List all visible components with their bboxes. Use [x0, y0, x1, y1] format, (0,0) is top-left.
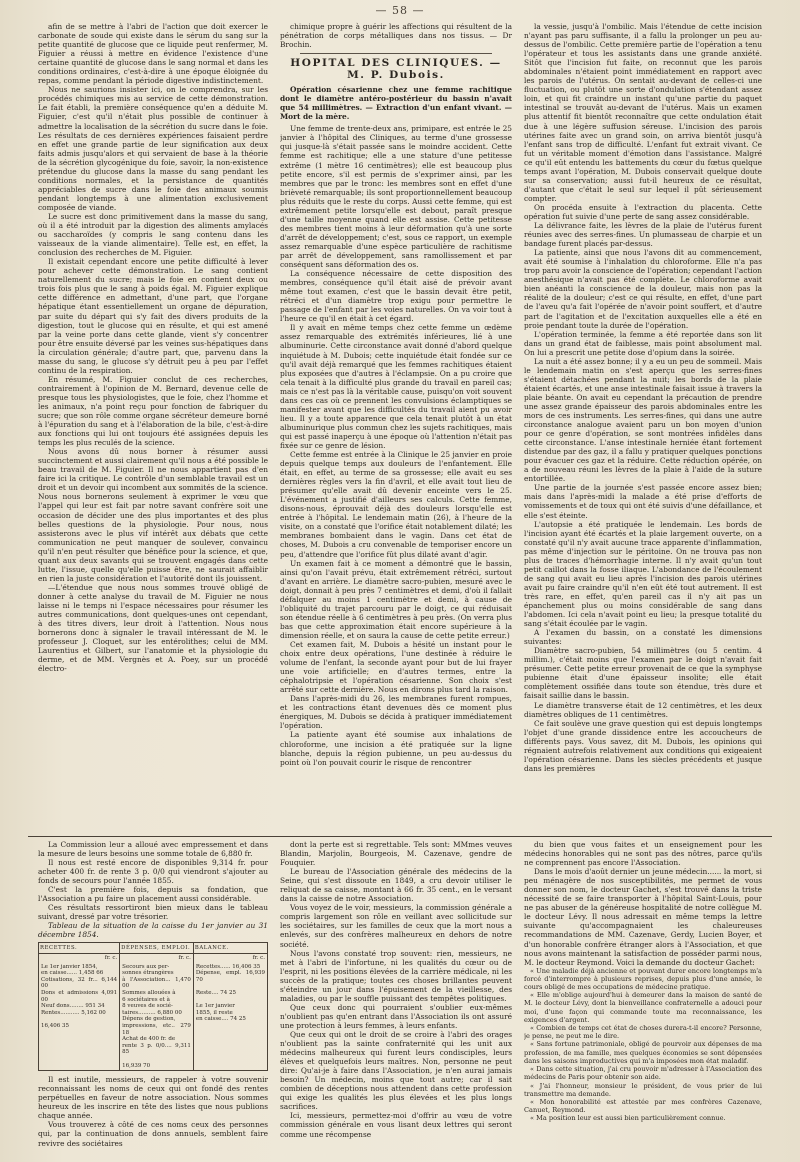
table-caption: Tableau de la situation de la caisse du 1er janvier au 31 décembre 1854.	[38, 921, 268, 940]
paragraph: Il est inutile, messieurs, de rappeler à votre souvenir reconnaissant les noms de ceux qui ont fondé des rentes perpétuelles en faveur de notre association. Nous sommes heureux de les inscrire en tête des listes que nous publions chaque année.	[38, 1075, 268, 1121]
section-subtitle: Opération césarienne chez une femme rachitique dont le diamètre antéro-postérieur du bassin n'avait que 54 millimètres. — Extraction d'un enfant vivant. — Mort de la mère.	[280, 85, 512, 122]
paragraph: Vous voyez de le voir, messieurs, la commission générale a compris largement son rôle en veillant avec sollicitude sur les sociétaires, sur les familles de ceux que la mort nous a enlevés, sur des confrères malheureux en dehors de notre société.	[280, 903, 512, 949]
paragraph: L'opération terminée, la femme a été reportée dans son lit dans un grand état de faiblesse, mais point absolument mal. On lui a prescrit une petite dose d'opium dans la soirée.	[524, 329, 762, 357]
paragraph: dont la perte est si regrettable. Tels sont: MMmes veuves Blandin, Marjolin, Bourgeois, M. Cazenave, gendre de Fouquier.	[280, 840, 512, 868]
intro-paragraph: chimique propre à guérir les affections qui résultent de la pénétration de corps métalliques dans nos tissus. — Dr Brochin.	[280, 22, 512, 50]
paragraph: Que ceux donc qui pourraient s'oublier eux-mêmes n'oublient pas qu'en entrant dans l'Association ils ont assuré une protection à leurs femmes, à leurs enfants.	[280, 1002, 512, 1030]
unit-receipts: fr. c.	[39, 954, 120, 963]
paragraph: du bien que vous faites et un enseignement pour les médecins honorables qui ne sont pas des nôtres, parce qu'ils ne comprennent pas encore l'Association.	[524, 840, 762, 868]
paragraph: Il nous est resté encore de disponibles 9,314 fr. pour acheter 400 fr. de rente 3 p. 0/0 qui viendront s'ajouter au fonds de secours pour l'année 1855.	[38, 858, 268, 886]
paragraph: « Combien de temps cet état de choses durera-t-il encore? Personne, je pense, ne peut me le dire.	[524, 1024, 762, 1041]
paragraph: La nuit a été assez bonne; il y a eu un peu de sommeil. Mais le lendemain matin on s'est aperçu que les serres-fines s'étaient détachées pendant la nuit; les bords de la plaie étaient écartés, et une anse intestinale faisait issue à travers la plaie béante. On avait eu cependant la précaution de prendre une assez grande épaisseur des parois abdominales entre les mors de ces instruments. Les serres-fines, qui dans une autre circonstance analogue avaient paru un bon moyen d'union pour ce genre d'opération, se sont montrées infidèles dans cette circonstance. L'anse intestinale herniée étant fortement distendue par des gaz, il a fallu y pratiquer quelques ponctions pour évacuer ces gaz et la réduire. Cette réduction opérée, on a de nouveau réuni les lèvres de la plaie à l'aide de la suture entortillée.	[524, 356, 762, 484]
paragraph: « Ma position leur est aussi bien particulièrement connue.	[530, 1114, 726, 1123]
paragraph: Il y avait en même temps chez cette femme un œdème assez remarquable des extrémités inférieures, lié à une albuminurie. Cette circonstance avait donné d'abord quelque inquiétude à M. Dubois; cette inquiétude était fondée sur ce qu'il avait déjà remarqué que les femmes rachitiques étaient plus exposées que d'autres à l'éclampsie. On a pu croire que cela tenait à la difficulté plus grande du travail en pareil cas; mais ce n'est pas là la véritable cause, puisqu'on voit souvent dans ces cas où ce prennent les convulsions éclamptiques se manifester avant que les difficultés du travail aient pu avoir lieu. Il y a toute apparence que cela tenait plutôt à un état albuminurique plus commun chez les sujets rachitiques, mais qui est passé inaperçu à une époque où l'attention n'était pas fixée sur ce genre de lésion.	[280, 323, 512, 450]
bottom-column-3	[524, 840, 762, 1158]
paragraph: « J'ai l'honneur, monsieur le président, de vous prier de lui transmettre ma demande.	[524, 1081, 762, 1098]
paragraph: Le sucre est donc primitivement dans la masse du sang, où il a été introduit par la digestion des aliments amylacés ou saccharoïdes (y compris le sang contenu dans les vaisseaux de la viande alimentaire). Telle est, en effet, la conclusion des recherches de M. Figuier.	[38, 211, 268, 258]
paragraph: la vessie, jusqu'à l'ombilic. Mais l'étendue de cette incision n'ayant pas paru suffisante, il a fallu la prolonger un peu au-dessus de l'ombilic. Cette première partie de l'opération a tenu l'opérateur et tous les assistants dans une grande anxiété. Sitôt que l'incision fut faite, on reconnut que les parois abdominales n'étaient point immédiatement en rapport avec les parois de l'utérus. On sentait au-devant de celles-ci une fluctuation, ou plutôt une sorte d'ondulation s'étendant assez loin, et qui fit craindre un instant qu'une partie du paquet intestinal se trouvât au-devant de l'utérus. Mais un examen plus attentif fit bientôt reconnaître que cette ondulation était due à une légère suffusion séreuse. L'incision des parois utérines faite avec un grand soin, on arriva bientôt jusqu'à l'enfant sans trop de difficulté. L'enfant fut extrait vivant. Ce fut un véritable moment d'émotion dans l'assistance. Malgré ce qu'il eût entendu les battements du cœur du fœtus quelque temps avant l'opération, M. Dubois conservait quelque doute sur sa conservation; aussi fut-il heureux de ce résultat, d'autant que c'était le seul sur lequel il pût sérieusement compter.	[524, 22, 762, 203]
association-after-table	[38, 1075, 268, 1147]
paragraph: Cette femme est entrée à la Clinique le 25 janvier en proie depuis quelque temps aux douleurs de l'enfantement. Elle était, en effet, au terme de sa grossesse; elle avait eu ses dernières règles vers la fin d'avril, et elle avait tout lieu de présumer qu'elle avait dû devenir enceinte vers le 25. L'événement a justifié d'ailleurs ses calculs. Cette femme, disons-nous, éprouvait déjà des douleurs lorsqu'elle est entrée à l'hôpital. Le lendemain matin (26), à l'heure de la visite, on a constaté que l'orifice était notablement dilaté; les membranes bombaient dans le vagin. Dans cet état de choses, M. Dubois a cru convenable de temporiser encore un peu, d'attendre que l'orifice fût plus dilaté avant d'agir.	[280, 450, 512, 559]
paragraph: Le diamètre transverse était de 12 centimètres, et les deux diamètres obliques de 11 centimètres.	[524, 700, 762, 719]
section-divider	[300, 53, 492, 54]
column-2-body	[280, 124, 512, 766]
paragraph: Ces résultats ressortiront bien mieux dans le tableau suivant, dressé par votre trésorier.	[38, 903, 268, 922]
gachet-letter	[524, 967, 762, 1123]
column-1	[38, 22, 268, 834]
paragraph: C'est la première fois, depuis sa fondation, que l'Association a pu faire un placement aussi considérable.	[38, 885, 268, 904]
section-title: HOPITAL DES CLINIQUES. — M. P. Dubois.	[290, 57, 502, 82]
paragraph: A l'examen du bassin, on a constaté les dimensions suivantes:	[524, 628, 762, 647]
paragraph: La Commission leur a alloué avec empressement et dans la mesure de leurs besoins une somme totale de 6,880 fr.	[38, 840, 268, 859]
paragraph: afin de se mettre à l'abri de l'action que doit exercer le carbonate de soude qui existe dans le sérum du sang sur la petite quantité de glucose que ce liquide peut renfermer, M. Figuier a réussi à mettre en évidence l'existence d'une certaine quantité de glucose dans le sang normal et dans les conditions ordinaires, c'est-à-dire à une époque éloignée du repas, comme pendant la période digestive indistinctement.	[38, 22, 268, 86]
receipts-cell: Le 1er janvier 1854, en caisse...... 1,458 66 Cotisations, 32 fr... 6,144 00 Dons et admissions 4,091 00 Neuf dons........ 951 34 Rentes........... 5,162 00 16,406 35	[39, 963, 120, 1071]
column-2	[280, 22, 512, 834]
association-intro	[38, 840, 268, 921]
paragraph: La patiente ayant été soumise aux inhalations de chloroforme, une incision a été pratiquée sur la ligne blanche, depuis la région pubienne, un peu au-dessus du point où l'on pouvait courir le risque de rencontrer	[280, 730, 512, 767]
paragraph: Il existait cependant encore une petite difficulté à lever pour achever cette démonstration. Le sang contient naturellement du sucre; mais le foie en contient deux ou trois fois plus que le sang à poids égal. M. Figuier explique cette différence en admettant, d'une part, que l'organe hépatique étant essentiellement un organe de dépuration, par suite du départ qui s'y fait des divers produits de la digestion, tout le glucose qui en résulte, et qui est amené par la veine porte dans cette glande, vient s'y concentrer pour être ensuite déversé par les veines sus-hépatiques dans la circulation générale; d'autre part, que, parvenu dans la masse du sang, le glucose s'y détruit peu à peu par l'effet continu de la respiration.	[38, 257, 268, 375]
paragraph: Une partie de la journée s'est passée encore assez bien; mais dans l'après-midi la malade a été prise d'efforts de vomissements et de toux qui ont été suivis d'une défaillance, et elle s'est éteinte.	[524, 483, 762, 520]
finance-table	[38, 942, 268, 1072]
paragraph: Que ceux qui ont le droit de se croire à l'abri des orages n'oublient pas la sainte confraternité qui les unit aux médecins malheureux qui furent leurs condisciples, leurs élèves et quelquefois leurs maîtres. Non, personne ne peut dire: Qu'ai-je à faire dans l'Association, je n'en aurai jamais besoin? Un médecin, moins que tout autre; car il sait combien de déceptions nous attendent dans cette profession qui exige les qualités les plus élevées et les plus longs sacrifices.	[280, 1029, 512, 1112]
bottom-column-3-text	[524, 840, 762, 967]
paragraph: Vous trouverez à côté de ces noms ceux des personnes qui, par la continuation de dons annuels, semblent faire revivre des sociétaires	[38, 1120, 268, 1148]
paragraph: Diamètre sacro-pubien, 54 millimètres (ou 5 centim. 4 millim.), c'était moins que l'examen par le doigt n'avait fait présumer. Cette petite erreur provenait de ce que la symphyse pubienne était d'une épaisseur insolite; elle était complètement ossifiée dans toute son étendue, très dure et faisait saillie dans le bassin.	[524, 646, 762, 701]
paragraph: Cet examen fait, M. Dubois a hésité un instant pour le choix entre deux opérations, l'une destinée à réduire le volume de l'enfant, la seconde ayant pour but de lui frayer une voie artificielle; en d'autres termes, entre la céphalotripsie et l'opération césarienne. Son choix s'est arrêté sur cette dernière. Nous en dirons plus tard la raison.	[280, 640, 512, 695]
paragraph: —L'étendue que nous nous sommes trouvé obligé de donner à cette analyse du travail de M. Figuier ne nous laisse ni le temps ni l'espace nécessaires pour résumer les autres communications, dont quelques-unes ont cependant, à des titres divers, leur droit à l'attention. Nous nous bornerons donc à signaler le travail intéressant de M. le professeur J. Cloquet, sur les entérolithes; celui de MM. Laurentius et Gilbert, sur l'anatomie et la physiologie du derme, et de MM. Vergnès et A. Poey, sur un procédé électro-	[38, 582, 268, 674]
paragraph: « Elle m'oblige aujourd'hui à demeurer dans la maison de santé de M. le docteur Lévy, dont la bienveillance confraternelle a adouci pour moi, d'une façon qui commande toute ma reconnaissance, les exigences d'argent.	[524, 991, 762, 1024]
paragraph: « Mon honorabilité est attestée par mes confrères Cazenave, Canuet, Reymond.	[524, 1097, 762, 1115]
expenses-cell: Secours aux per- sonnes étrangères à l'Association... 1,470 00 Sommes allouées à 6 sociétaires et à 8 veuves de socié- taires.......... 6,880 00 Dépens de gestion, impressions, etc.. 279 18 Achat de 400 fr. de rente 3 p. 0/0.... 9,311 85 16,939 70	[120, 963, 194, 1071]
balance-cell: Recettes...... 16,406 35 Dépense, empl. 16,939 70 Reste.... 74 25 Le 1er janvier 1855, il reste en caisse.... 74 25	[193, 963, 267, 1071]
paragraph: Ici, messieurs, permettez-moi d'offrir au vœu de votre commission générale en vous lisant deux lettres qui seront comme une récompense	[280, 1111, 512, 1139]
column-3	[524, 22, 762, 834]
paragraph: « Une maladie déjà ancienne et pouvant durer encore longtemps m'a forcé d'interrompre à plusieurs reprises, depuis plus d'une année, le cours obligé de mes occupations de médecine pratique.	[524, 966, 762, 992]
paragraph: Une femme de trente-deux ans, primipare, est entrée le 25 janvier à l'hôpital des Cliniques, au terme d'une grossesse qui jusque-là s'était passée sans le moindre accident. Cette femme est rachitique; elle a une stature d'une petitesse extrême (1 mètre 16 centimètres); elle est beaucoup plus petite encore, s'il est permis de s'exprimer ainsi, par les membres que par le tronc: les membres sont en effet d'une brièveté remarquable; ils sont proportionnellement beaucoup plus réduits que le reste du corps. Aussi cette femme, qui est extrêmement petite lorsqu'elle est debout, paraît presque d'une taille moyenne quand elle est assise. Cette petitesse des membres tient moins à leur déformation qu'à une sorte d'arrêt de développement; c'est, sous ce rapport, un exemple assez remarquable d'une espèce particulière de rachitisme par arrêt de développement, sans ramollissement et par conséquent sans déformation des os.	[280, 124, 512, 270]
col-header-expenses: DÉPENSES, EMPLOI.	[120, 942, 194, 954]
paragraph: La délivrance faite, les lèvres de la plaie de l'utérus furent réunies avec des serres-fines. Un plumasseau de charpie et un bandage furent placés par-dessus.	[524, 221, 762, 249]
bottom-column-1	[38, 840, 268, 1158]
bottom-column-2	[280, 840, 512, 1158]
paragraph: Le bureau de l'Association générale des médecins de la Seine, qui s'est dissoute en 1849, a cru devoir utiliser le reliquat de sa caisse, montant à 66 fr. 35 cent., en le versant dans la caisse de notre Association.	[280, 867, 512, 904]
paragraph: « Dans cette situation, j'ai cru pouvoir m'adresser à l'Association des médecins de Paris pour obtenir son aide.	[524, 1065, 762, 1082]
paragraph: L'autopsie a été pratiquée le lendemain. Les bords de l'incision ayant été écartés et la plaie largement ouverte, on a constaté qu'il n'y avait aucune trace apparente d'inflammation, pas même d'injection sur le péritoine. On ne trouva pas non plus de traces d'hémorrhagie interne. Il n'y avait qu'un tout petit caillot dans la fosse iliaque. L'abondance de l'écoulement de sang qui avait eu lieu après l'incision des parois utérines avait pu faire craindre qu'il n'en eût été tout autrement. Il est très rare, en effet, qu'en pareil cas il n'y ait pas un épanchement plus ou moins considérable de sang dans l'abdomen. Ici cela n'avait point eu lieu; la presque totalité du sang s'était écoulée par le vagin.	[524, 519, 762, 629]
paragraph: Un examen fait à ce moment a démontré que le bassin, ainsi qu'on l'avait prévu, était extrêmement rétréci, surtout d'avant en arrière. Le diamètre sacro-pubien, mesuré avec le doigt, donnait à peu près 7 centimètres et demi, d'où il fallait défalquer au moins 1 centimètre et demi, à cause de l'obliquité du trajet parcouru par le doigt, ce qui réduisait son étendue réelle à 6 centimètres à peu près. (On verra plus bas que cette approximation était encore supérieure à la dimension réelle, et on saura la cause de cette petite erreur.)	[280, 558, 512, 640]
paragraph: Nous ne saurions insister ici, on le comprendra, sur les procédés chimiques mis au service de cette démonstration. Le fait établi, la première conséquence qu'en a déduite M. Figuier, c'est qu'il n'était plus possible de continuer à admettre la localisation de la sécrétion du sucre dans le foie. Les résultats de ces dernières expériences faisaient perdre en effet une grande partie de leur signification aux deux faits admis jusqu'alors et qui servaient de base à la théorie de la sécrétion glycogénique du foie, savoir, la non-existence prétendue du glucose dans la masse du sang pendant les conditions normales, et la persistance de quantités appréciables de sucre dans le foie des animaux soumis pendant longtemps à une alimentation exclusivement composée de viande.	[38, 85, 268, 212]
col-header-balance: BALANCE.	[193, 942, 267, 954]
paragraph: « Sans fortune patrimoniale, obligé de pourvoir aux dépenses de ma profession, de ma famille, mes quelques économies se sont dépensées dans les saisons improductives qui m'a imposées mon état maladif.	[524, 1040, 762, 1065]
page-number: — 58 —	[375, 4, 425, 17]
paragraph: En résumé, M. Figuier conclut de ces recherches, contrairement à l'opinion de M. Bernard, devenue celle de presque tous les physiologistes, que le foie, chez l'homme et les animaux, n'a point reçu pour fonction de fabriquer du sucre; que son rôle comme organe sécréteur demeure borné à l'épuration du sang et à l'élaboration de la bile, c'est-à-dire aux fonctions qui lui ont toujours été assignées depuis les temps les plus reculés de la science.	[38, 374, 268, 448]
paragraph: La conséquence nécessaire de cette disposition des membres, conséquence qu'il était aisé de prévoir avant même tout examen, c'est que le bassin devait être petit, rétréci et d'un diamètre trop exigu pour permettre le passage de l'enfant par les voies naturelles. On va voir tout à l'heure ce qu'il en était à cet égard.	[280, 269, 512, 324]
paragraph: On procéda ensuite à l'extraction du placenta. Cette opération fut suivie d'une perte de sang assez considérable.	[524, 202, 762, 221]
unit-balance: fr. c.	[193, 954, 267, 963]
col-header-receipts: RECETTES.	[39, 942, 120, 954]
paragraph: Dans le mois d'août dernier un jeune médecin...... la mort, si peu ménagère de nos susceptibilités, me permet de vous donner son nom, le docteur Gachet, s'est trouvé dans la triste nécessité de se faire transporter à l'hôpital Saint-Louis, pour ne pas abuser de la généreuse hospitalité de notre collègue M. le docteur Lévy. Il nous adressait en même temps la lettre suivante qu'accompagnaient les chaleureuses recommandations de MM. Cazenave, Gerdy, Lucien Boyer, et d'un honorable confrère étranger alors à l'Association, et que nous avons maintenant la satisfaction de posséder parmi nous, M. le docteur Reymond. Voici la demande du docteur Gachet:	[524, 867, 762, 967]
unit-expenses: fr. c.	[120, 954, 194, 963]
horizontal-divider	[28, 836, 772, 837]
paragraph: La patiente, ainsi que nous l'avons dit au commencement, avait été soumise à l'inhalation du chloroforme. Elle n'a pas trop paru avoir la conscience de l'opération; cependant l'action anesthésique n'avait pas été complète. Le chloroforme avait bien anéanti la conscience de la douleur, mais non pas la réalité de la douleur; c'est ce qui résulte, en effet, d'une part de l'aveu qu'a fait l'opérée de n'avoir point souffert, et d'autre part de l'agitation et de l'excitation auxquelles elle a été en proie pendant toute la durée de l'opération.	[524, 248, 762, 330]
paragraph: Nous l'avons constaté trop souvent: rien, messieurs, ne met à l'abri de l'infortune, ni les qualités du cœur ou de l'esprit, ni les positions élevées de la carrière médicale, ni les succès de la pratique; toutes ces choses brillantes peuvent s'éteindre un jour dans l'épuisement de la vieillesse, des maladies, ou par le souffle puissant des tempêtes politiques.	[280, 948, 512, 1003]
paragraph: Ce fait soulève une grave question qui est depuis longtemps l'objet d'une grande dissidence entre les accoucheurs de différents pays. Vous savez, dit M. Dubois, les opinions qui régnaient autrefois relativement aux conditions qui exigeaient l'opération césarienne. Dans les siècles précédents et jusque dans les premières	[524, 718, 762, 773]
paragraph: Nous avons dû nous borner à résumer aussi succinctement et aussi clairement qu'il nous a été possible le beau travail de M. Figuier. Il ne nous appartient pas d'en faire ici la critique. Le contrôle d'un semblable travail est un droit et un devoir qui incombent aux sommités de la science. Nous nous bornerons seulement à exprimer le vœu que l'appel qui leur est fait par notre savant confrère soit une occasion de décider une des plus importantes et des plus belles questions de la physiologie. Pour nous, nous assisterons avec le plus vif intérêt aux débats que cette communication ne peut manquer de soulever, convaincu qu'il n'en peut résulter que bénéfice pour la science, et que, quant aux deux savants qui se trouvent engagés dans cette lutte, l'issue, quelle qu'elle puisse être, ne saurait affaiblir en rien la juste considération et l'autorité dont ils jouissent.	[38, 447, 268, 583]
paragraph: Dans l'après-midi du 26, les membranes furent rompues, et les contractions étant devenues dès ce moment plus énergiques, M. Dubois se décida à pratiquer immédiatement l'opération.	[280, 694, 512, 731]
